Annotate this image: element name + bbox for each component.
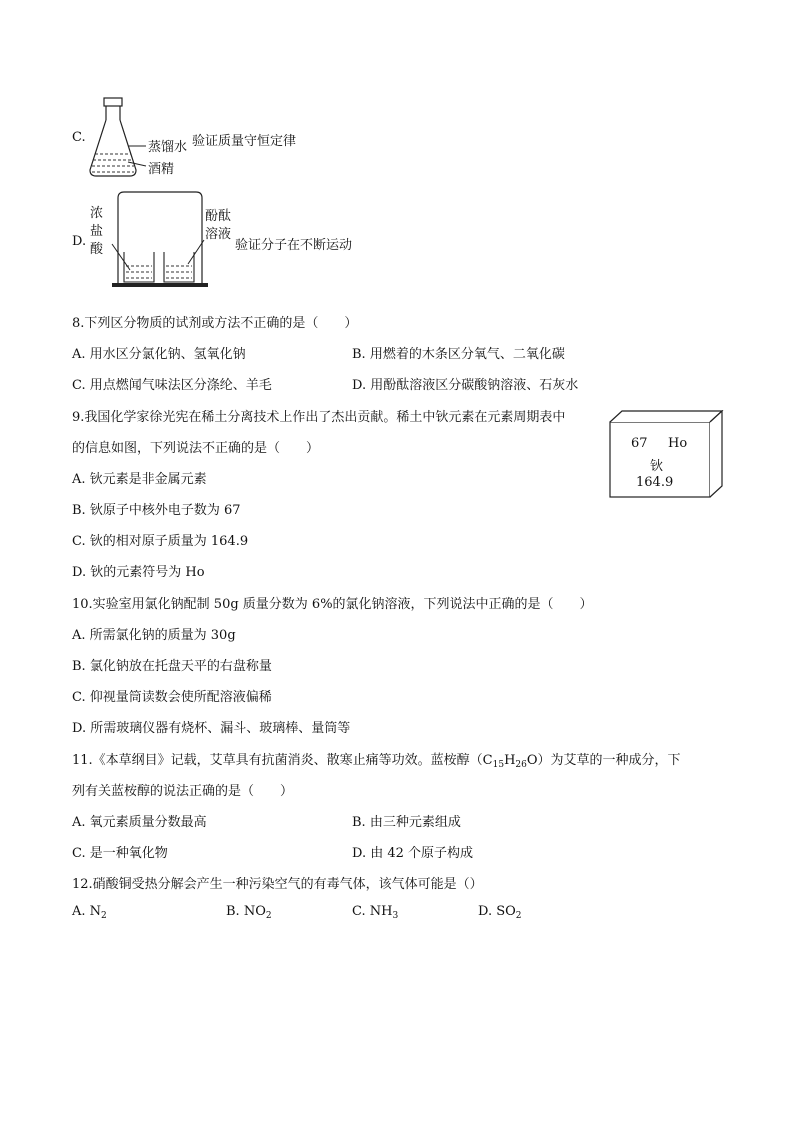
distilled-water-label: 蒸馏水 xyxy=(148,140,188,155)
element-symbol: Ho xyxy=(668,436,688,451)
element-cell-holmium xyxy=(609,410,724,498)
q9-option-c[interactable]: C. 钬的相对原子质量为 164.9 xyxy=(72,534,249,549)
q10-option-a[interactable]: A. 所需氯化钠的质量为 30g xyxy=(72,628,236,643)
q9-option-b[interactable]: B. 钬原子中核外电子数为 67 xyxy=(72,503,241,518)
conc-hcl-label: 浓 盐 酸 xyxy=(90,206,104,257)
q10-option-b[interactable]: B. 氯化钠放在托盘天平的右盘称量 xyxy=(72,659,272,674)
q11-option-a[interactable]: A. 氧元素质量分数最高 xyxy=(72,815,207,830)
atomic-mass: 164.9 xyxy=(636,475,674,490)
q8-option-b[interactable]: B. 用燃着的木条区分氧气、二氧化碳 xyxy=(352,347,565,362)
q9-stem-line2: 的信息如图，下列说法不正确的是（ ） xyxy=(72,441,320,456)
q9-stem-line1: 9.我国化学家徐光宪在稀土分离技术上作出了杰出贡献。稀土中钬元素在元素周期表中 xyxy=(72,410,566,425)
q7-option-d-desc: 验证分子在不断运动 xyxy=(235,238,353,253)
q7-option-c-desc: 验证质量守恒定律 xyxy=(192,134,297,149)
q8-option-d[interactable]: D. 用酚酞溶液区分碳酸钠溶液、石灰水 xyxy=(352,378,579,393)
phenolphthalein-label: 酚酞 溶液 xyxy=(205,209,232,242)
element-name: 钬 xyxy=(650,459,664,474)
q8-option-c[interactable]: C. 用点燃闻气味法区分涤纶、羊毛 xyxy=(72,378,272,393)
q8-option-a[interactable]: A. 用水区分氯化钠、氢氧化钠 xyxy=(72,347,246,362)
atomic-number: 67 xyxy=(631,436,648,451)
alcohol-label: 酒精 xyxy=(148,162,175,177)
q8-stem: 8.下列区分物质的试剂或方法不正确的是（ ） xyxy=(72,316,358,331)
q9-option-d[interactable]: D. 钬的元素符号为 Ho xyxy=(72,565,205,580)
q11-stem-line1: 11.《本草纲目》记载，艾草具有抗菌消炎、散寒止痛等功效。蓝桉醇$(C_{15}H_{26}O)$为艾草的一种成分，下 xyxy=(72,753,681,770)
q7-option-c-label: C. xyxy=(72,130,86,145)
q7-option-d-label: D. xyxy=(72,234,87,249)
q11-option-d[interactable]: D. 由 42 个原子构成 xyxy=(352,846,474,861)
q12-option-c[interactable]: C. $NH_3$ xyxy=(352,904,399,921)
q9-option-a[interactable]: A. 钬元素是非金属元素 xyxy=(72,472,207,487)
q10-option-d[interactable]: D. 所需玻璃仪器有烧杯、漏斗、玻璃棒、量筒等 xyxy=(72,721,351,736)
q10-stem: 10.实验室用氯化钠配制 50g 质量分数为 6%的氯化钠溶液，下列说法中正确的是（ ） xyxy=(72,597,593,612)
q12-option-d[interactable]: D. $SO_2$ xyxy=(478,904,522,921)
q12-stem: 12.硝酸铜受热分解会产生一种污染空气的有毒气体，该气体可能是（） xyxy=(72,877,483,892)
q10-option-c[interactable]: C. 仰视量筒读数会使所配溶液偏稀 xyxy=(72,690,272,705)
q11-option-b[interactable]: B. 由三种元素组成 xyxy=(352,815,461,830)
q11-option-c[interactable]: C. 是一种氧化物 xyxy=(72,846,168,861)
q11-stem-line2: 列有关蓝桉醇的说法正确的是（ ） xyxy=(72,784,294,799)
bell-jar-figure xyxy=(108,188,208,290)
q12-option-b[interactable]: B. $NO_2$ xyxy=(226,904,272,921)
q12-option-a[interactable]: A. $N_2$ xyxy=(72,904,107,921)
